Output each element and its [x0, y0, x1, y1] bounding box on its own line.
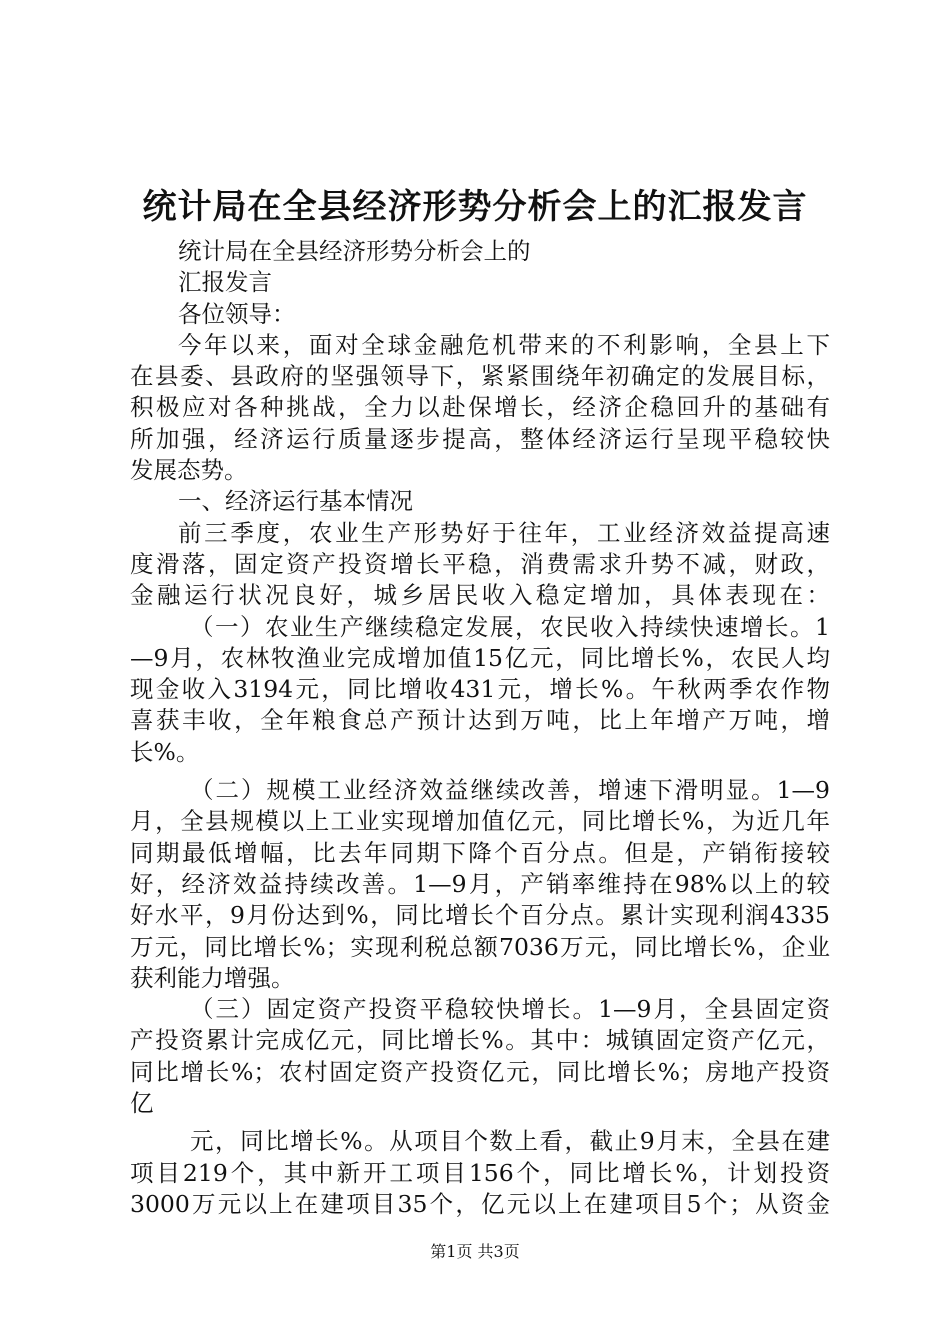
paragraph-line: 元，同比增长%。从项目个数上看，截止9月末，全县在建	[190, 1127, 830, 1156]
page-footer: 第1页 共3页	[430, 1242, 520, 1261]
paragraph-line: 获利能力增强。	[130, 963, 295, 992]
paragraph-line: 积极应对各种挑战，全力以赴保增长，经济企稳回升的基础有	[130, 393, 830, 422]
paragraph-line: 前三季度，农业生产形势好于往年，工业经济效益提高速	[178, 518, 830, 547]
paragraph-line: 产投资累计完成亿元，同比增长%。其中：城镇固定资产亿元，	[130, 1026, 830, 1055]
document-title: 统计局在全县经济形势分析会上的汇报发言	[142, 187, 808, 227]
paragraph-line: 3000万元以上在建项目35个，亿元以上在建项目5个；从资金	[130, 1189, 830, 1218]
paragraph-line: —9月，农林牧渔业完成增加值15亿元，同比增长%，农民人均	[130, 643, 830, 672]
paragraph-line: 现金收入3194元，同比增收431元，增长%。午秋两季农作物	[130, 675, 830, 704]
paragraph-line: 好，经济效益持续改善。1—9月，产销率维持在98%以上的较	[130, 869, 830, 898]
paragraph-line: 所加强，经济运行质量逐步提高，整体经济运行呈现平稳较快	[130, 424, 830, 453]
paragraph-line: 发展态势。	[130, 456, 248, 485]
paragraph-line: （三）固定资产投资平稳较快增长。1—9月，全县固定资	[190, 995, 830, 1024]
paragraph-line: 度滑落，固定资产投资增长平稳，消费需求升势不减，财政，	[130, 549, 830, 578]
paragraph-line: 喜获丰收，全年粮食总产预计达到万吨，比上年增产万吨，增	[130, 706, 830, 735]
subtitle-line-1: 统计局在全县经济形势分析会上的	[178, 237, 531, 265]
paragraph-line: 金融运行状况良好，城乡居民收入稳定增加，具体表现在：	[130, 581, 830, 610]
paragraph-line: 长%。	[130, 737, 200, 766]
document-body	[130, 236, 830, 1220]
paragraph-line: （一）农业生产继续稳定发展，农民收入持续快速增长。1	[190, 612, 830, 641]
section-heading: 一、经济运行基本情况	[178, 487, 413, 516]
subtitle-line-2: 汇报发言	[178, 268, 272, 297]
paragraph-line: 同比增长%；农村固定资产投资亿元，同比增长%；房地产投资	[130, 1057, 830, 1086]
paragraph-line: 好水平，9月份达到%，同比增长个百分点。累计实现利润4335	[130, 901, 830, 930]
paragraph-line: （二）规模工业经济效益继续改善，增速下滑明显。1—9	[190, 776, 830, 805]
paragraph-line: 亿	[130, 1089, 154, 1118]
paragraph-line: 项目219个，其中新开工项目156个，同比增长%，计划投资	[130, 1158, 830, 1187]
paragraph-line: 今年以来，面对全球金融危机带来的不利影响，全县上下	[178, 330, 830, 359]
paragraph-line: 在县委、县政府的坚强领导下，紧紧围绕年初确定的发展目标，	[130, 362, 830, 391]
paragraph-line: 同期最低增幅，比去年同期下降个百分点。但是，产销衔接较	[130, 838, 830, 867]
paragraph-line: 月，全县规模以上工业实现增加值亿元，同比增长%，为近几年	[130, 807, 830, 836]
paragraph-line: 万元，同比增长%；实现利税总额7036万元，同比增长%，企业	[130, 932, 830, 961]
salutation: 各位领导：	[178, 299, 296, 328]
